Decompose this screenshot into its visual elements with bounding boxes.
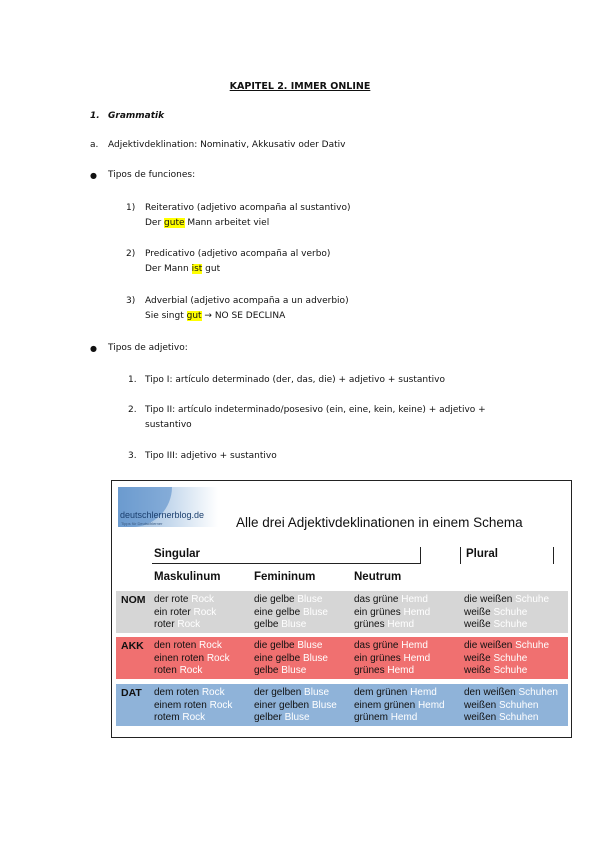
logo	[118, 487, 218, 527]
article-adjective: eine gelbe	[254, 652, 303, 664]
article-adjective: ein grünes	[354, 606, 404, 618]
declension-cell	[254, 687, 337, 725]
article-adjective: der gelben	[254, 687, 305, 698]
article-adjective: einem roten	[154, 699, 210, 711]
logo-text: deutschlernerblog.de	[120, 510, 205, 520]
bullet-icon: ●	[90, 344, 97, 353]
declension-line	[464, 687, 558, 700]
article-adjective: gelbe	[254, 665, 282, 676]
article-adjective: die gelbe	[254, 594, 298, 605]
noun: Bluse	[297, 594, 323, 605]
noun: Rock	[193, 606, 217, 618]
article-adjective: weiße	[464, 652, 494, 664]
example-text: → NO SE DECLINA	[201, 311, 286, 321]
noun: Schuhe	[515, 594, 550, 605]
noun: Hemd	[417, 699, 445, 711]
declension-line	[254, 700, 337, 713]
noun: Hemd	[390, 712, 418, 723]
item-a-text: Adjektivdeklination: Nominativ, Akkusativ oder Dativ	[108, 140, 346, 150]
declension-line	[464, 712, 558, 725]
noun: Hemd	[403, 652, 431, 664]
article-adjective: roter	[154, 619, 178, 630]
declension-line	[464, 700, 558, 713]
noun: Bluse	[304, 687, 330, 698]
noun: Schuhe	[493, 606, 528, 618]
page-title: KAPITEL 2. IMMER ONLINE	[229, 81, 371, 92]
declension-cell	[154, 687, 232, 725]
noun: Hemd	[387, 665, 415, 676]
case-label: AKK	[121, 640, 144, 652]
article-adjective: ein grünes	[354, 652, 404, 664]
case-label: DAT	[121, 687, 142, 699]
tipo-number: 3.	[128, 451, 137, 461]
section-heading: Grammatik	[108, 111, 165, 121]
declension-line	[254, 594, 328, 607]
case-row-akk	[116, 637, 568, 679]
declension-line	[464, 619, 549, 632]
article-adjective: die weißen	[464, 594, 516, 605]
column-header-maskulinum: Maskulinum	[154, 571, 221, 583]
article-adjective: einer gelben	[254, 699, 312, 711]
column-header-neutrum: Neutrum	[354, 571, 402, 583]
item-a-label: a.	[90, 140, 99, 150]
divider	[553, 547, 554, 564]
tipo-number: 1.	[128, 375, 137, 385]
declension-schema	[111, 480, 572, 738]
singular-header: Singular	[154, 548, 201, 560]
article-adjective: die gelbe	[254, 640, 298, 651]
article-adjective: weiße	[464, 665, 494, 676]
divider	[420, 547, 421, 564]
declension-cell	[354, 594, 430, 632]
noun: Rock	[199, 640, 222, 651]
declension-line	[354, 712, 445, 725]
noun: Schuhe	[515, 640, 550, 651]
noun: Schuhen	[499, 699, 539, 711]
article-adjective: gelber	[254, 712, 285, 723]
article-adjective: das grüne	[354, 594, 402, 605]
funciones-heading: Tipos de funciones:	[108, 170, 196, 180]
noun: Schuhen	[499, 712, 539, 723]
bullet-icon: ●	[90, 171, 97, 180]
declension-cell	[154, 640, 230, 678]
noun: Bluse	[302, 606, 328, 618]
highlighted-word: gut	[186, 311, 202, 321]
article-adjective: rotem	[154, 712, 183, 723]
declension-line	[354, 607, 430, 620]
declension-line	[254, 712, 337, 725]
declension-line	[154, 712, 232, 725]
noun: Rock	[182, 712, 206, 723]
article-adjective: eine gelbe	[254, 606, 303, 618]
article-adjective: den weißen	[464, 687, 519, 698]
declension-line	[354, 665, 430, 678]
case-label: NOM	[121, 594, 146, 606]
declension-line	[464, 653, 549, 666]
declension-line	[354, 619, 430, 632]
article-adjective: dem roten	[154, 687, 202, 698]
declension-line	[464, 594, 549, 607]
article-adjective: grünes	[354, 619, 388, 630]
declension-cell	[464, 687, 558, 725]
adjetivo-heading: Tipos de adjetivo:	[108, 343, 188, 353]
noun: Hemd	[403, 606, 431, 618]
funcion-example	[145, 218, 269, 228]
declension-line	[354, 687, 445, 700]
article-adjective: die weißen	[464, 640, 516, 651]
article-adjective: den roten	[154, 640, 200, 651]
declension-line	[354, 653, 430, 666]
noun: Bluse	[311, 699, 337, 711]
declension-line	[154, 665, 230, 678]
noun: Rock	[209, 699, 233, 711]
declension-line	[464, 665, 549, 678]
noun: Hemd	[387, 619, 415, 630]
logo-subtitle: Tipps für Deutschlerner	[121, 521, 163, 526]
article-adjective: grünes	[354, 665, 388, 676]
tipo-number: 2.	[128, 405, 137, 415]
declension-cell	[464, 594, 549, 632]
divider	[460, 547, 461, 564]
article-adjective: weißen	[464, 712, 500, 723]
funcion-number: 3)	[126, 296, 136, 306]
declension-line	[154, 594, 216, 607]
noun: Bluse	[297, 640, 323, 651]
column-header-femininum: Femininum	[254, 571, 316, 583]
declension-cell	[354, 687, 445, 725]
noun: Hemd	[401, 640, 428, 651]
declension-line	[354, 594, 430, 607]
plural-header: Plural	[466, 548, 498, 560]
case-row-nom	[116, 591, 568, 633]
article-adjective: einem grünen	[354, 699, 418, 711]
noun: Schuhe	[493, 619, 528, 630]
article-adjective: weißen	[464, 699, 500, 711]
funcion-example	[145, 264, 220, 274]
declension-line	[254, 665, 328, 678]
noun: Rock	[201, 687, 225, 698]
noun: Hemd	[401, 594, 428, 605]
section-number: 1.	[90, 111, 100, 121]
declension-line	[154, 653, 230, 666]
example-text: gut	[202, 264, 221, 274]
tipo-text: Tipo II: artículo indeterminado/posesivo (ein, eine, kein, keine) + adjetivo +	[145, 405, 486, 415]
tipo-text: Tipo I: artículo determinado (der, das, die) + adjetivo + sustantivo	[145, 375, 445, 385]
funcion-title: Reiterativo (adjetivo acompaña al sustantivo)	[145, 203, 351, 213]
noun: Rock	[206, 652, 230, 664]
declension-line	[154, 687, 232, 700]
highlighted-word: ist	[191, 264, 203, 274]
tipo-text-continued: sustantivo	[145, 420, 192, 430]
article-adjective: grünem	[354, 712, 391, 723]
declension-line	[464, 640, 549, 653]
noun: Schuhen	[518, 687, 558, 698]
noun: Bluse	[281, 619, 307, 630]
declension-line	[254, 619, 328, 632]
article-adjective: einen roten	[154, 652, 207, 664]
singular-underline	[152, 563, 420, 564]
example-text: Sie singt	[145, 311, 187, 321]
declension-cell	[154, 594, 216, 632]
article-adjective: der rote	[154, 594, 192, 605]
funcion-title: Predicativo (adjetivo acompaña al verbo)	[145, 249, 331, 259]
declension-cell	[254, 640, 328, 678]
noun: Schuhe	[493, 665, 528, 676]
article-adjective: das grüne	[354, 640, 402, 651]
declension-line	[464, 607, 549, 620]
example-text: Mann arbeitet viel	[184, 218, 270, 228]
article-adjective: gelbe	[254, 619, 282, 630]
article-adjective: ein roter	[154, 606, 194, 618]
funcion-title: Adverbial (adjetivo acompaña a un adverbio)	[145, 296, 349, 306]
example-text: Der	[145, 218, 165, 228]
case-row-dat	[116, 684, 568, 726]
noun: Bluse	[302, 652, 328, 664]
example-text: Der Mann	[145, 264, 192, 274]
tipo-text: Tipo III: adjetivo + sustantivo	[145, 451, 277, 461]
declension-line	[154, 700, 232, 713]
noun: Rock	[191, 594, 215, 605]
schema-title: Alle drei Adjektivdeklinationen in einem Schema	[236, 515, 523, 530]
declension-line	[254, 687, 337, 700]
noun: Rock	[179, 665, 203, 676]
highlighted-word: gute	[164, 218, 185, 228]
article-adjective: weiße	[464, 619, 494, 630]
article-adjective: roten	[154, 665, 180, 676]
noun: Rock	[177, 619, 201, 630]
declension-cell	[354, 640, 430, 678]
funcion-number: 1)	[126, 203, 136, 213]
article-adjective: weiße	[464, 606, 494, 618]
funcion-number: 2)	[126, 249, 136, 259]
noun: Schuhe	[493, 652, 528, 664]
noun: Hemd	[410, 687, 437, 698]
noun: Bluse	[281, 665, 307, 676]
declension-line	[154, 607, 216, 620]
declension-cell	[464, 640, 549, 678]
declension-line	[254, 607, 328, 620]
declension-line	[354, 700, 445, 713]
noun: Bluse	[284, 712, 310, 723]
funcion-example	[145, 311, 285, 321]
declension-line	[254, 640, 328, 653]
declension-line	[154, 619, 216, 632]
declension-line	[154, 640, 230, 653]
declension-line	[354, 640, 430, 653]
article-adjective: dem grünen	[354, 687, 411, 698]
declension-cell	[254, 594, 328, 632]
declension-line	[254, 653, 328, 666]
